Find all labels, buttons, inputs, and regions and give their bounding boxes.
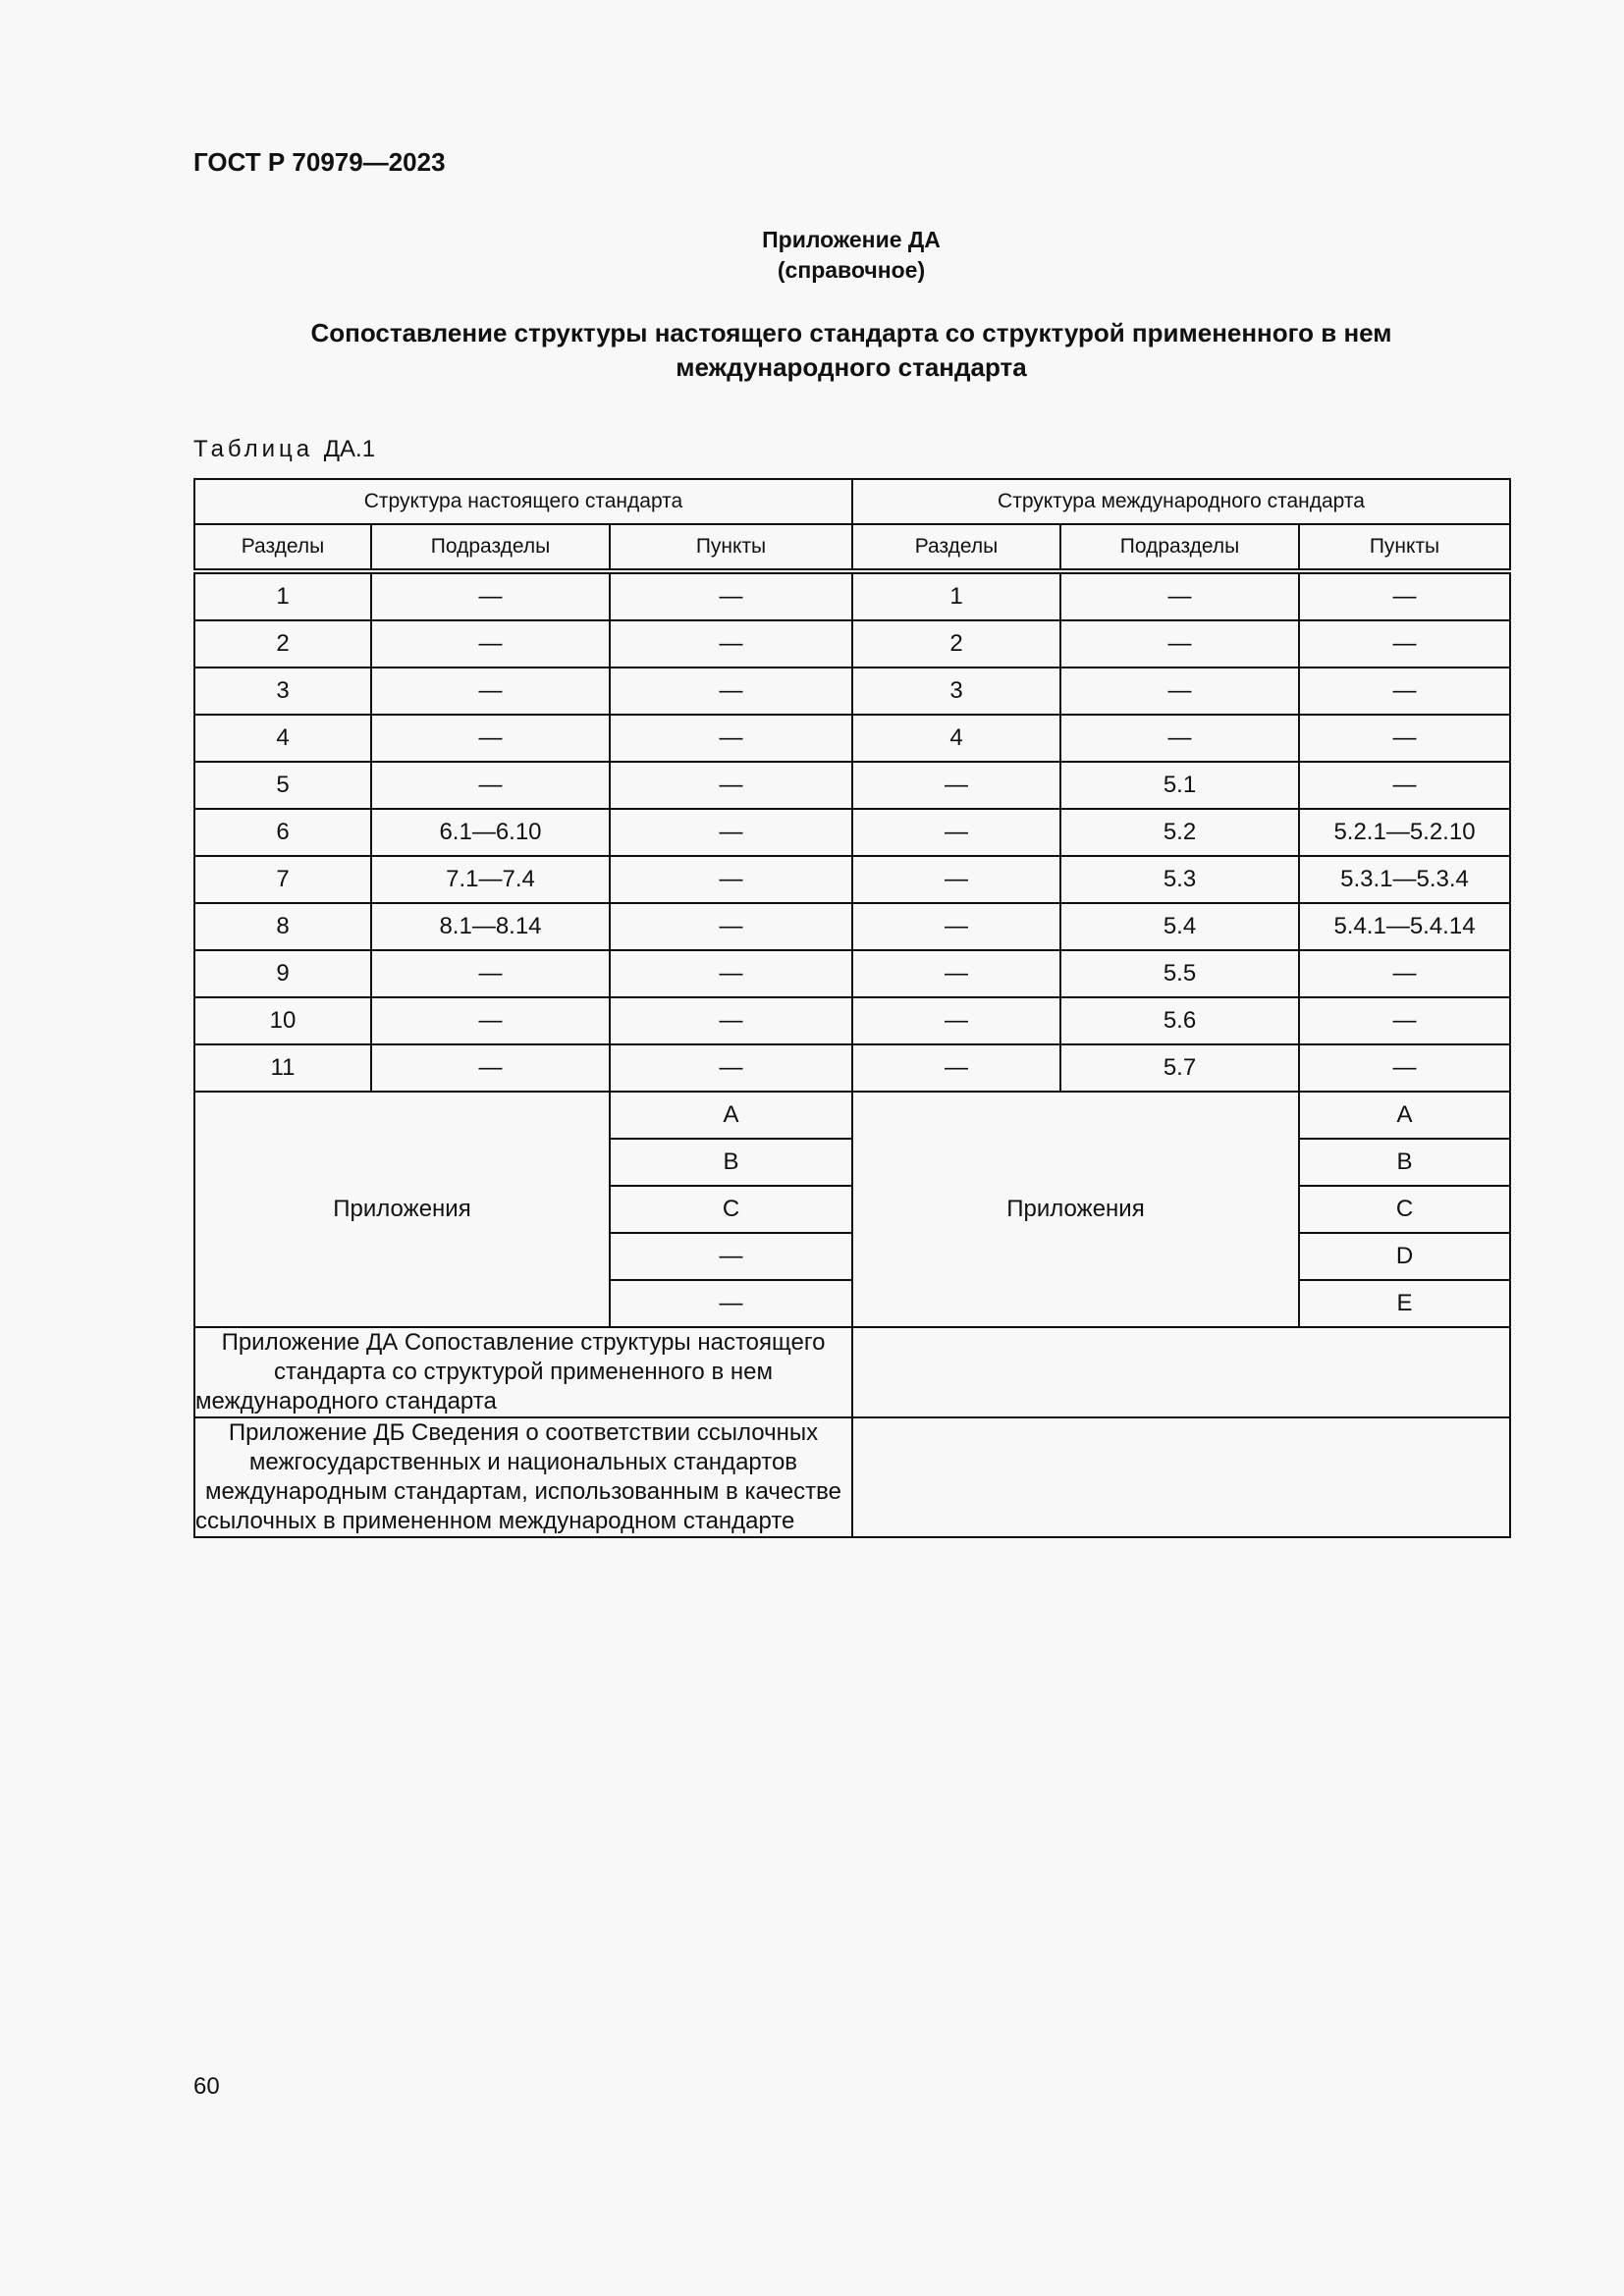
table-cell: — <box>371 620 610 667</box>
table-cell: 5 <box>194 762 371 809</box>
table-cell: 8 <box>194 903 371 950</box>
table-cell: 1 <box>194 571 371 620</box>
appendix-cell-national: B <box>610 1139 852 1186</box>
table-group-header-row <box>194 479 1510 524</box>
column-header: Разделы <box>852 524 1060 571</box>
main-title-line-2: международного стандарта <box>676 352 1027 382</box>
column-header: Подразделы <box>371 524 610 571</box>
table-cell: — <box>610 667 852 715</box>
group-header-national: Структура настоящего стандарта <box>194 479 852 524</box>
table-cell: — <box>610 1044 852 1092</box>
table-row <box>194 571 1510 620</box>
table-caption <box>193 436 375 463</box>
column-header: Пункты <box>1299 524 1510 571</box>
table-cell: 11 <box>194 1044 371 1092</box>
note-row-annex-da-empty <box>852 1327 1510 1417</box>
table-cell: — <box>371 715 610 762</box>
table-cell: — <box>371 997 610 1044</box>
table-cell: 5.4.1—5.4.14 <box>1299 903 1510 950</box>
table-cell: — <box>371 950 610 997</box>
structure-comparison-table <box>193 478 1511 1538</box>
appendix-cell-international: E <box>1299 1280 1510 1327</box>
table-cell: 8.1—8.14 <box>371 903 610 950</box>
document-header: ГОСТ Р 70979—2023 <box>193 147 446 177</box>
table-cell: 4 <box>852 715 1060 762</box>
table-cell: 1 <box>852 571 1060 620</box>
table-cell: 6.1—6.10 <box>371 809 610 856</box>
table-row <box>194 620 1510 667</box>
table-cell: 5.4 <box>1060 903 1299 950</box>
table-cell: 9 <box>194 950 371 997</box>
note-row-annex-db-empty <box>852 1417 1510 1537</box>
table-cell: 3 <box>852 667 1060 715</box>
appendix-cell-national: — <box>610 1280 852 1327</box>
table-cell: — <box>371 1044 610 1092</box>
table-cell: — <box>852 762 1060 809</box>
table-cell: 5.3 <box>1060 856 1299 903</box>
table-row <box>194 809 1510 856</box>
annex-title: Приложение ДА <box>762 227 941 252</box>
appendix-label-national: Приложения <box>194 1092 610 1327</box>
table-cell: — <box>852 903 1060 950</box>
table-cell: — <box>852 950 1060 997</box>
table-cell: 5.3.1—5.3.4 <box>1299 856 1510 903</box>
table-cell: 7.1—7.4 <box>371 856 610 903</box>
table-cell: — <box>1299 950 1510 997</box>
table-cell: 2 <box>852 620 1060 667</box>
table-cell: — <box>610 762 852 809</box>
table-cell: — <box>1060 667 1299 715</box>
note-row-annex-db-text: Приложение ДБ Сведения о соответствии ссылочных межгосударственных и национальных стандартов международным стандартам, использованным в качестве ссылочных в примененном международном стандарте <box>194 1417 852 1537</box>
table-row <box>194 667 1510 715</box>
table-caption-label: Таблица <box>193 436 314 462</box>
annex-main-title <box>193 316 1509 385</box>
table-cell: — <box>371 667 610 715</box>
table-cell: — <box>610 903 852 950</box>
table-caption-number: ДА.1 <box>323 436 376 462</box>
table-cell: — <box>1299 1044 1510 1092</box>
appendix-label-international: Приложения <box>852 1092 1299 1327</box>
table-cell: 6 <box>194 809 371 856</box>
table-row <box>194 903 1510 950</box>
table-cell: 5.6 <box>1060 997 1299 1044</box>
note-row-annex-da-text: Приложение ДА Сопоставление структуры настоящего стандарта со структурой примененного в нем международного стандарта <box>194 1327 852 1417</box>
table-row <box>194 715 1510 762</box>
appendix-cell-international: D <box>1299 1233 1510 1280</box>
table-cell: — <box>1299 715 1510 762</box>
table-row <box>194 856 1510 903</box>
table-cell: — <box>1299 997 1510 1044</box>
table-cell: — <box>610 571 852 620</box>
table-cell: 7 <box>194 856 371 903</box>
table-column-header-row <box>194 524 1510 571</box>
table-cell: 2 <box>194 620 371 667</box>
table-cell: — <box>610 715 852 762</box>
table-cell: — <box>1299 667 1510 715</box>
table-cell: 5.2.1—5.2.10 <box>1299 809 1510 856</box>
annex-subtitle: (справочное) <box>777 257 926 283</box>
table-cell: — <box>852 809 1060 856</box>
table-cell: — <box>610 950 852 997</box>
table-cell: — <box>610 856 852 903</box>
note-row-annex-da <box>194 1327 1510 1417</box>
table-cell: 4 <box>194 715 371 762</box>
table-cell: — <box>852 997 1060 1044</box>
table-cell: — <box>1060 715 1299 762</box>
group-header-international: Структура международного стандарта <box>852 479 1510 524</box>
table-row <box>194 997 1510 1044</box>
appendix-cell-international: B <box>1299 1139 1510 1186</box>
table-cell: 3 <box>194 667 371 715</box>
column-header: Разделы <box>194 524 371 571</box>
appendix-cell-international: C <box>1299 1186 1510 1233</box>
annex-heading <box>193 225 1509 286</box>
main-title-line-1: Сопоставление структуры настоящего стандарта со структурой примененного в нем <box>310 318 1392 347</box>
column-header: Подразделы <box>1060 524 1299 571</box>
table-cell: — <box>610 809 852 856</box>
table-cell: 5.2 <box>1060 809 1299 856</box>
table-cell: — <box>371 571 610 620</box>
table-cell: — <box>1299 620 1510 667</box>
table-cell: 5.1 <box>1060 762 1299 809</box>
table-cell: — <box>1060 620 1299 667</box>
column-header: Пункты <box>610 524 852 571</box>
table-cell: — <box>852 1044 1060 1092</box>
table-cell: 10 <box>194 997 371 1044</box>
appendix-cell-national: C <box>610 1186 852 1233</box>
appendix-cell-international: A <box>1299 1092 1510 1139</box>
appendix-row <box>194 1092 1510 1139</box>
table-row <box>194 762 1510 809</box>
note-row-annex-db <box>194 1417 1510 1537</box>
table-row <box>194 1044 1510 1092</box>
appendix-cell-national: A <box>610 1092 852 1139</box>
table-cell: — <box>1299 571 1510 620</box>
table-cell: — <box>1060 571 1299 620</box>
table-cell: 5.5 <box>1060 950 1299 997</box>
table-cell: 5.7 <box>1060 1044 1299 1092</box>
table-cell: — <box>1299 762 1510 809</box>
table-cell: — <box>371 762 610 809</box>
page-number: 60 <box>193 2073 220 2100</box>
table-cell: — <box>852 856 1060 903</box>
appendix-cell-national: — <box>610 1233 852 1280</box>
table-cell: — <box>610 620 852 667</box>
table-row <box>194 950 1510 997</box>
table-cell: — <box>610 997 852 1044</box>
